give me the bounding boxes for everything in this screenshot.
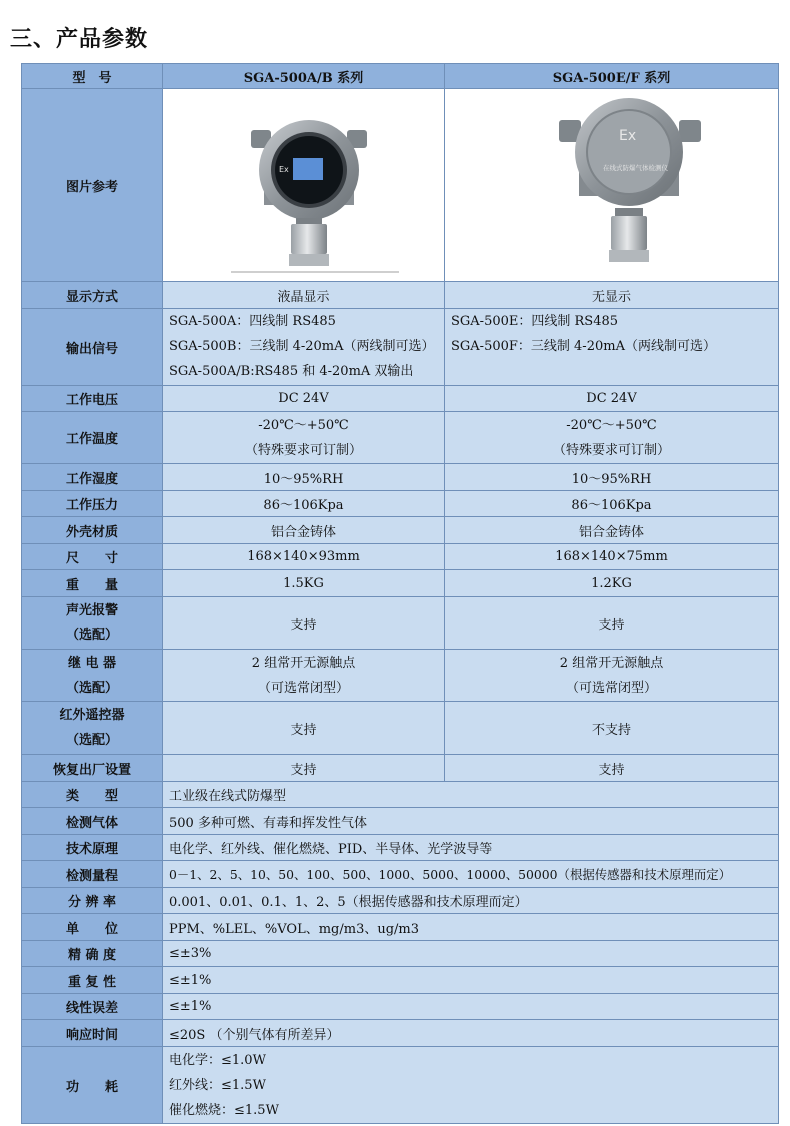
material-b: 铝合金铸体 [445, 517, 779, 544]
row-power [22, 1047, 779, 1124]
voltage-b: DC 24V [445, 386, 779, 412]
display-b: 无显示 [445, 282, 779, 309]
row-accuracy [22, 941, 779, 967]
humidity-b: 10～95%RH [445, 464, 779, 491]
relay-b-line: （可选常闭型） [565, 680, 657, 696]
row-image [22, 89, 779, 282]
relay-a-line: 2 组常开无源触点 [251, 655, 356, 671]
label-resolution: 分 辨 率 [22, 888, 163, 914]
accuracy-value: ≤±3% [163, 941, 779, 967]
row-principle [22, 835, 779, 861]
reset-a: 支持 [163, 755, 445, 782]
label-material: 外壳材质 [22, 517, 163, 544]
row-weight [22, 570, 779, 597]
label-display: 显示方式 [22, 282, 163, 309]
remote-a: 支持 [163, 702, 445, 755]
row-unit [22, 914, 779, 941]
material-a: 铝合金铸体 [163, 517, 445, 544]
spec-table [21, 63, 779, 1124]
pressure-a: 86～106Kpa [163, 491, 445, 517]
row-voltage [22, 386, 779, 412]
voltage-a: DC 24V [163, 386, 445, 412]
screen-ex-label: Ex [279, 165, 289, 174]
label-output: 输出信号 [22, 309, 163, 386]
label-power: 功 耗 [22, 1047, 163, 1124]
label-gas: 检测气体 [22, 808, 163, 835]
gas-value: 500 多种可燃、有毒和挥发性气体 [163, 808, 779, 835]
output-a [163, 309, 445, 386]
row-material [22, 517, 779, 544]
detector-lcd-photo [169, 90, 439, 280]
sensor-cylinder [291, 224, 327, 254]
output-a-line: SGA-500A/B:RS485 和 4-20mA 双输出 [169, 364, 414, 379]
reset-b: 支持 [445, 755, 779, 782]
row-temperature [22, 412, 779, 464]
label-reset: 恢复出厂设置 [22, 755, 163, 782]
row-relay [22, 650, 779, 702]
row-reset [22, 755, 779, 782]
label-temperature: 工作温度 [22, 412, 163, 464]
cover-ex-label: Ex [619, 128, 637, 144]
cable-gland-right [679, 120, 701, 142]
label-pressure: 工作压力 [22, 491, 163, 517]
label-repeat: 重 复 性 [22, 967, 163, 994]
unit-value: PPM、%LEL、%VOL、mg/m3、ug/m3 [163, 914, 779, 941]
weight-b: 1.2KG [445, 570, 779, 597]
image-a [163, 89, 445, 282]
row-model [22, 64, 779, 89]
label-relay-line: （选配） [65, 680, 118, 696]
section-heading: 三、产品参数 [10, 27, 149, 52]
cover-product-text: 在线式防爆气体检测仪 [603, 164, 668, 172]
label-remote-line: （选配） [65, 733, 118, 748]
relay-a-line: （可选常闭型） [257, 680, 349, 696]
row-range [22, 861, 779, 888]
display-a: 液晶显示 [163, 282, 445, 309]
blind-cover [587, 110, 671, 194]
size-b: 168×140×75mm [445, 544, 779, 570]
sensor-neck [615, 208, 643, 216]
row-remote [22, 702, 779, 755]
alarm-b: 支持 [445, 597, 779, 650]
temperature-b-line: （特殊要求可订制） [552, 442, 670, 458]
response-value: ≤20S （个别气体有所差异） [163, 1020, 779, 1047]
label-voltage: 工作电压 [22, 386, 163, 412]
row-repeat [22, 967, 779, 994]
row-type [22, 782, 779, 808]
row-display [22, 282, 779, 309]
label-relay-line: 继 电 器 [67, 655, 117, 671]
temperature-b-line: -20℃～+50℃ [566, 417, 657, 433]
relay-b-line: 2 组常开无源触点 [559, 655, 664, 671]
power-line: 红外线：≤1.5W [169, 1077, 266, 1093]
label-unit: 单 位 [22, 914, 163, 941]
output-a-line: SGA-500A：四线制 RS485 [169, 314, 336, 329]
power-line: 催化燃烧：≤1.5W [169, 1102, 279, 1118]
label-weight: 重 量 [22, 570, 163, 597]
label-alarm-line: （选配） [65, 628, 118, 643]
weight-a: 1.5KG [163, 570, 445, 597]
row-alarm [22, 597, 779, 650]
label-accuracy: 精 确 度 [22, 941, 163, 967]
power-value [163, 1047, 779, 1124]
label-humidity: 工作湿度 [22, 464, 163, 491]
temperature-a [163, 412, 445, 464]
label-model: 型 号 [22, 64, 163, 89]
label-linear: 线性误差 [22, 994, 163, 1020]
label-principle: 技术原理 [22, 835, 163, 861]
linear-value: ≤±1% [163, 994, 779, 1020]
row-resolution [22, 888, 779, 914]
label-range: 检测量程 [22, 861, 163, 888]
model-a: SGA-500A/B 系列 [163, 64, 445, 89]
sensor-cylinder [611, 216, 647, 250]
repeat-value: ≤±1% [163, 967, 779, 994]
detector-blind-photo [451, 90, 771, 280]
sensor-cap [609, 250, 649, 262]
output-a-line: SGA-500B：三线制 4-20mA（两线制可选） [169, 339, 435, 354]
row-humidity [22, 464, 779, 491]
relay-b [445, 650, 779, 702]
label-image: 图片参考 [22, 89, 163, 282]
row-output [22, 309, 779, 386]
label-size: 尺 寸 [22, 544, 163, 570]
alarm-a: 支持 [163, 597, 445, 650]
label-type: 类 型 [22, 782, 163, 808]
output-b-line: SGA-500E：四线制 RS485 [451, 314, 619, 329]
pressure-b: 86～106Kpa [445, 491, 779, 517]
resolution-value: 0.001、0.01、0.1、1、2、5（根据传感器和技术原理而定） [163, 888, 779, 914]
humidity-a: 10～95%RH [163, 464, 445, 491]
temperature-a-line: -20℃～+50℃ [258, 417, 349, 433]
sensor-neck [296, 218, 322, 224]
row-size [22, 544, 779, 570]
size-a: 168×140×93mm [163, 544, 445, 570]
output-b-line: SGA-500F：三线制 4-20mA（两线制可选） [451, 339, 716, 354]
temperature-a-line: （特殊要求可订制） [244, 442, 362, 458]
power-line: 电化学：≤1.0W [169, 1052, 266, 1068]
label-remote-line: 红外遥控器 [59, 708, 125, 723]
relay-a [163, 650, 445, 702]
label-remote [22, 702, 163, 755]
row-response [22, 1020, 779, 1047]
principle-value: 电化学、红外线、催化燃烧、PID、半导体、光学波导等 [163, 835, 779, 861]
label-alarm-line: 声光报警 [65, 603, 118, 618]
row-pressure [22, 491, 779, 517]
temperature-b [445, 412, 779, 464]
row-linear [22, 994, 779, 1020]
model-b: SGA-500E/F 系列 [445, 64, 779, 89]
remote-b: 不支持 [445, 702, 779, 755]
image-b [445, 89, 779, 282]
row-gas [22, 808, 779, 835]
label-relay [22, 650, 163, 702]
label-alarm [22, 597, 163, 650]
output-b [445, 309, 779, 386]
type-value: 工业级在线式防爆型 [163, 782, 779, 808]
lcd-screen [293, 158, 323, 180]
range-value: 0－1、2、5、10、50、100、500、1000、5000、10000、50000（根据传感器和技术原理而定） [163, 861, 779, 888]
label-response: 响应时间 [22, 1020, 163, 1047]
sensor-cap [289, 254, 329, 266]
